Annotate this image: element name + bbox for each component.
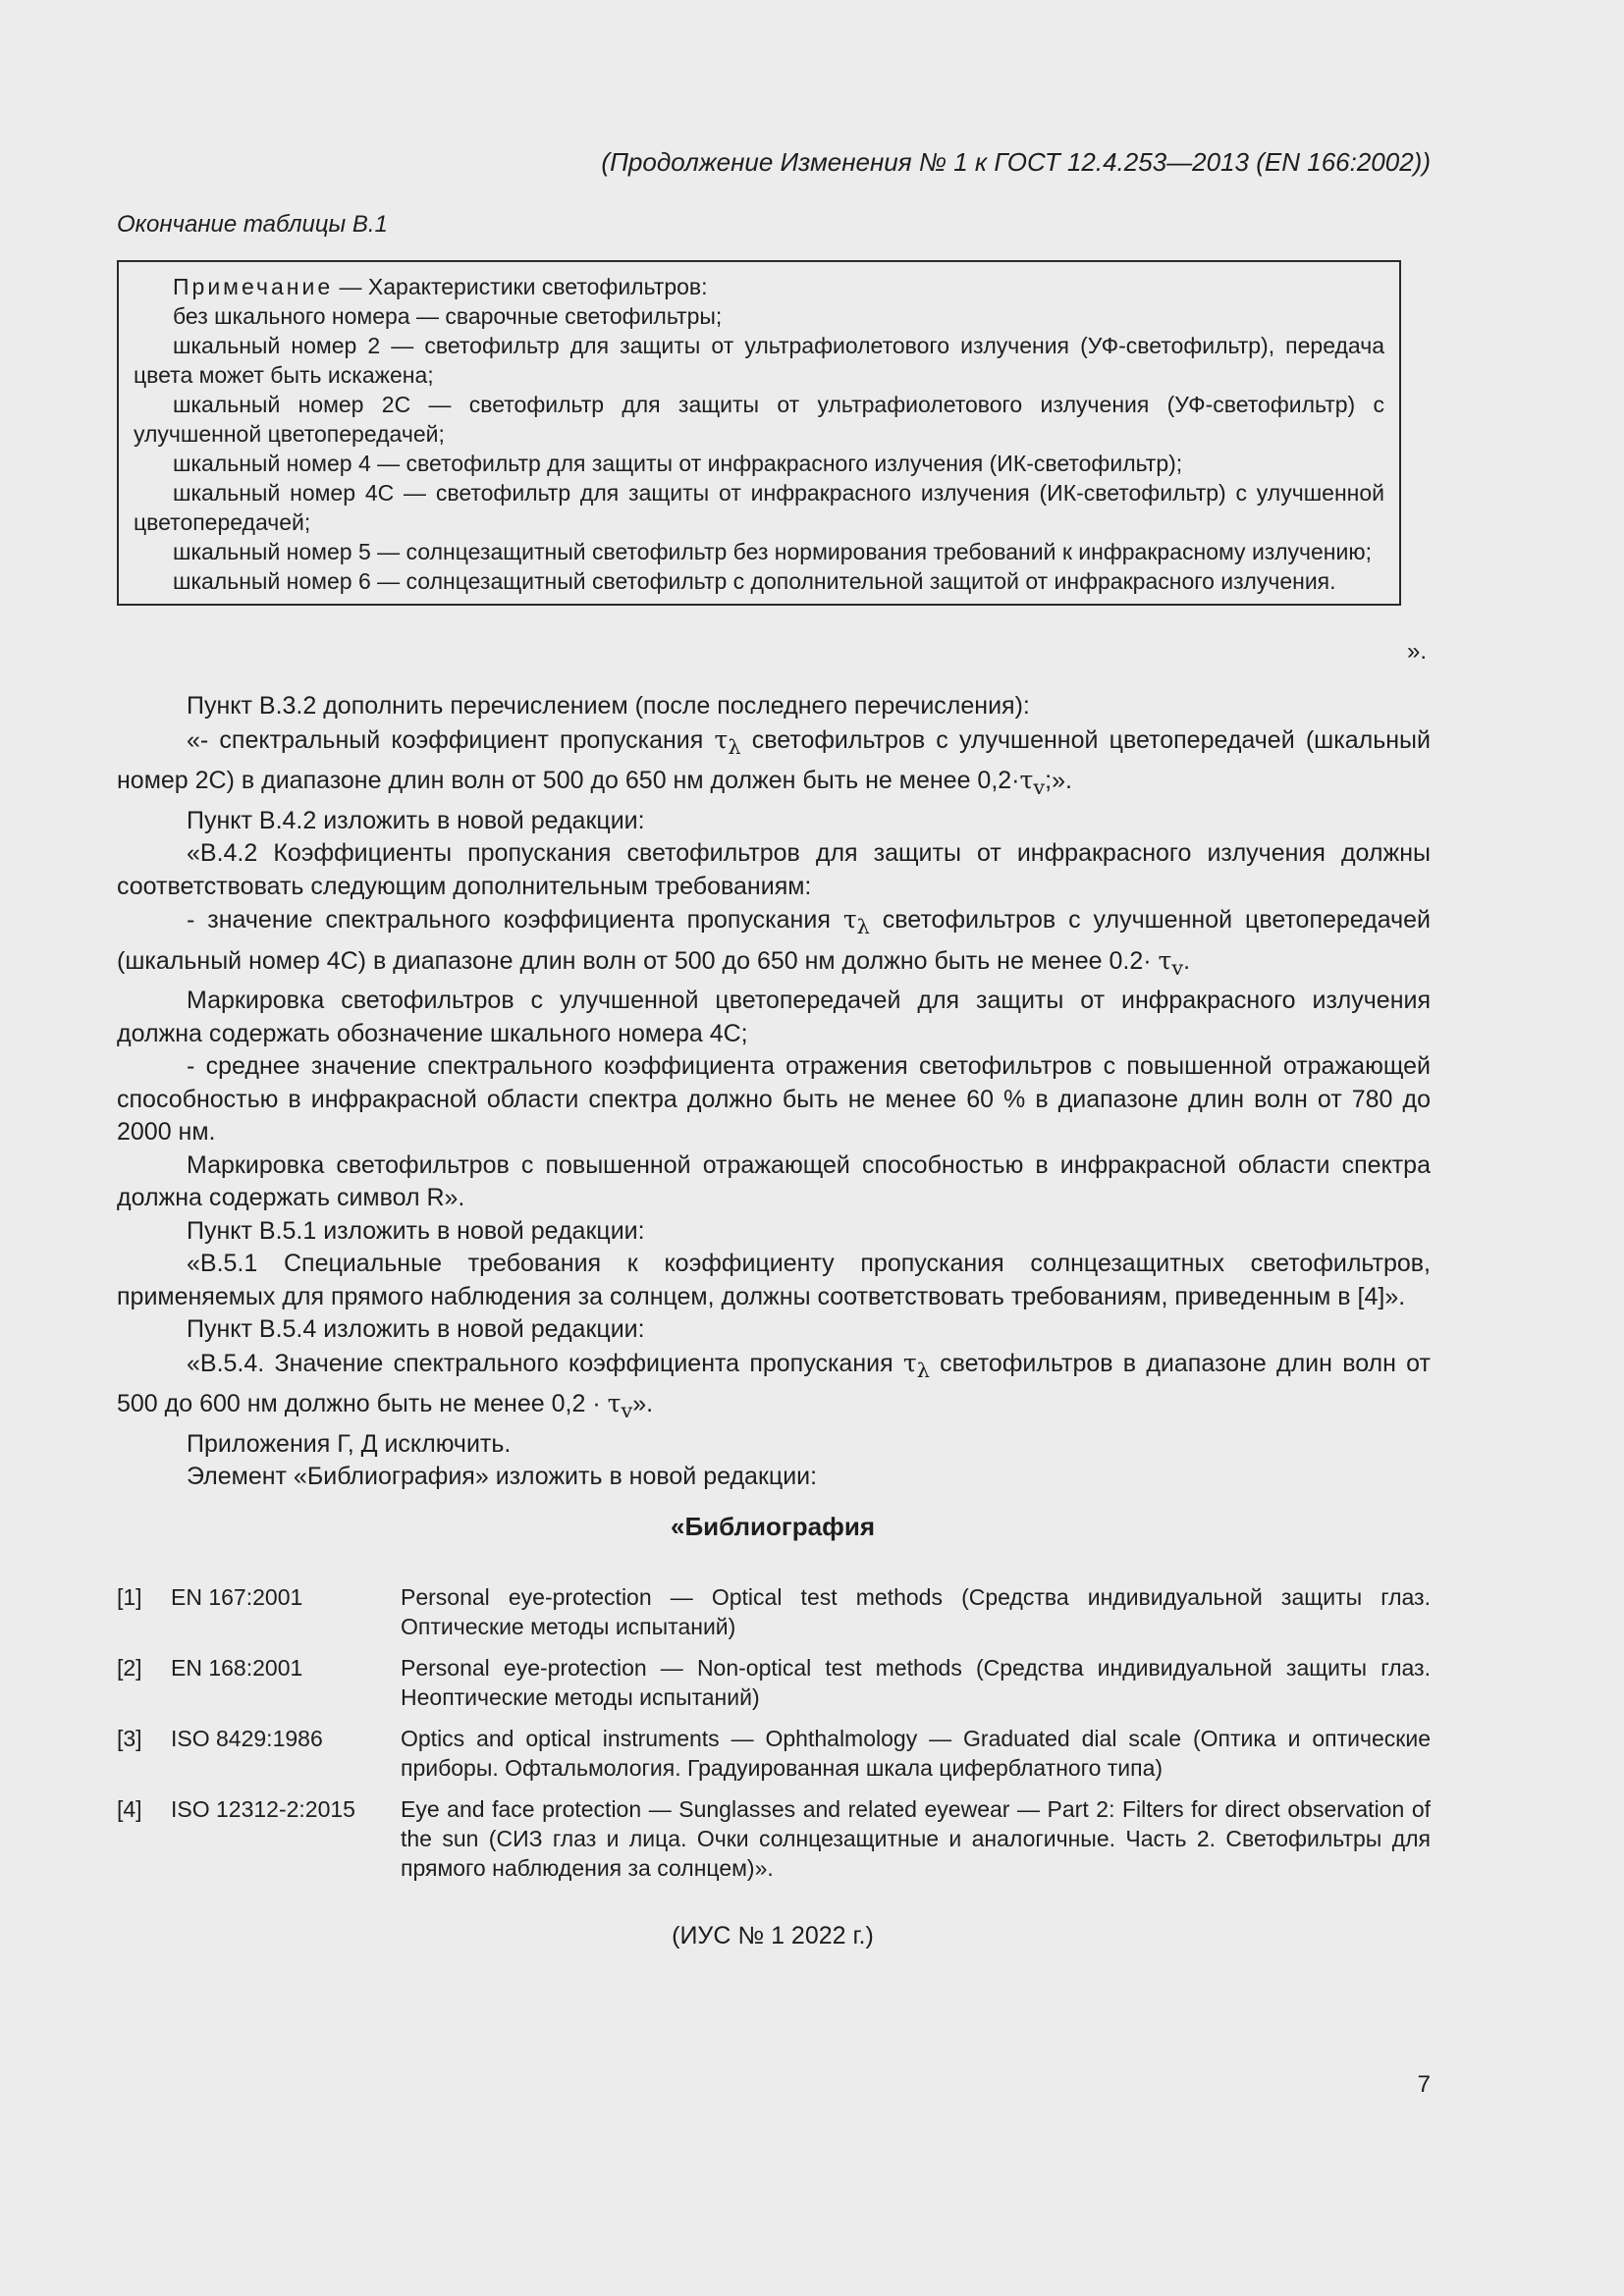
paragraph: Пункт В.5.4 изложить в новой редакции: [187,1315,645,1343]
paragraph: Маркировка светофильтров с повышенной отражающей способностью в инфракрасной области спектра должна содержать символ R». [117,1150,1431,1211]
bib-description: Optics and optical instruments — Ophthalmology — Graduated dial scale (Оптика и оптические приборы. Офтальмология. Градуированная шкала циферблатного типа) [401,1726,1431,1781]
note-first-line: — Характеристики светофильтров: [333,274,708,299]
paragraph: Приложения Г, Д исключить. [187,1429,512,1458]
amendment-body [117,690,1431,1494]
paragraph: «В.5.1 Специальные требования к коэффициенту пропускания солнцезащитных светофильтров, применяемых для прямого наблюдения за солнцем, должны соответствовать требованиям, приведенным в [4]». [117,1250,1431,1310]
paragraph: Пункт В.4.2 изложить в новой редакции: [187,806,645,834]
bib-number: [2] [117,1655,142,1681]
paragraph: - среднее значение спектрального коэффициента отражения светофильтров с повышенной отражающей способностью в инфракрасной области спектра должно быть не менее 60 % в диапазоне длин волн от 780 до 2000 нм. [117,1052,1431,1146]
bib-code: EN 168:2001 [171,1655,303,1681]
bibliography-entry [117,1653,1431,1712]
bibliography-title: «Библиография [671,1512,875,1541]
bib-number: [4] [117,1796,142,1822]
tau-symbol: $\tau_\lambda$ [902,1348,930,1382]
paragraph: Пункт В.3.2 дополнить перечислением (после последнего перечисления): [187,692,1030,720]
bib-code: EN 167:2001 [171,1584,303,1610]
note-item: шкальный номер 4С — светофильтр для защиты от инфракрасного излучения (ИК-светофильтр) с улучшенной цветопередачей; [134,480,1384,535]
page-number: 7 [1417,2071,1431,2098]
paragraph: Маркировка светофильтров с улучшенной цветопередачей для защиты от инфракрасного излучения должна содержать обозначение шкального номера 4С; [117,987,1431,1047]
bib-number: [1] [117,1584,142,1610]
note-heading [134,272,1384,301]
note-item: шкальный номер 6 — солнцезащитный светофильтр с дополнительной защитой от инфракрасного излучения. [173,568,1336,594]
note-prefix: Примечание [173,274,334,299]
ius-reference: (ИУС № 1 2022 г.) [672,1922,874,1949]
note-item: без шкального номера — сварочные светофильтры; [173,303,723,329]
paragraph: «- спектральный коэффициент пропускания $\tau_\lambda$ светофильтров с улучшенной цветопередачей (шкальный номер 2С) в диапазоне длин волн от 500 до 650 нм должен быть не менее $0,2\cdot\tau_v$;». [117,724,1431,799]
paragraph: «В.4.2 Коэффициенты пропускания светофильтров для защиты от инфракрасного излучения должны соответствовать следующим дополнительным требованиям: [117,839,1431,900]
bib-code: ISO 12312-2:2015 [171,1796,355,1822]
bibliography-entry [117,1724,1431,1783]
note-box [117,260,1401,606]
note-item: шкальный номер 4 — светофильтр для защиты от инфракрасного излучения (ИК-светофильтр); [173,451,1183,476]
tau-symbol: $\tau_v$ [1019,766,1046,799]
paragraph: «В.5.4. Значение спектрального коэффициента пропускания $\tau_\lambda$ светофильтров в диапазоне длин волн от 500 до 600 нм должно быть не менее $0,2 \cdot \tau_v$». [117,1348,1431,1422]
bib-number: [3] [117,1726,142,1751]
note-closing-mark: ». [1407,638,1428,665]
bib-description: Personal eye-protection — Non-optical test methods (Средства индивидуальной защиты глаз. Неоптические методы испытаний) [401,1655,1431,1710]
bibliography-entry [117,1794,1431,1883]
tau-symbol: $\tau_\lambda$ [714,724,741,759]
paragraph: - значение спектрального коэффициента пропускания $\tau_\lambda$ светофильтров с улучшенной цветопередачей (шкальный номер 4С) в диапазоне длин волн от 500 до 650 нм должно быть не менее $0.2\cdot \tau_v$. [117,905,1431,980]
bibliography-entry [117,1582,1431,1641]
note-item: шкальный номер 2С — светофильтр для защиты от ультрафиолетового излучения (УФ-светофильтр) с улучшенной цветопередачей; [134,392,1384,447]
bib-description: Personal eye-protection — Optical test methods (Средства индивидуальной защиты глаз. Оптические методы испытаний) [401,1584,1431,1639]
table-caption: Окончание таблицы В.1 [117,211,388,238]
note-item: шкальный номер 2 — светофильтр для защиты от ультрафиолетового излучения (УФ-светофильтр), передача цвета может быть искажена; [134,333,1384,388]
bib-code: ISO 8429:1986 [171,1726,323,1751]
paragraph: Элемент «Библиография» изложить в новой редакции: [187,1463,818,1490]
bib-description: Eye and face protection — Sunglasses and related eyewear — Part 2: Filters for direct observation of the sun (СИЗ глаз и лица. Очки солнцезащитные и аналогичные. Часть 2. Светофильтры для прямого наблюдения за солнцем)». [401,1796,1431,1881]
tau-symbol: $\tau_\lambda$ [842,905,870,938]
bibliography-list [117,1582,1431,1895]
note-item: шкальный номер 5 — солнцезащитный светофильтр без нормирования требований к инфракрасному излучению; [173,539,1372,564]
continuation-header: (Продолжение Изменения № 1 к ГОСТ 12.4.253—2013 (EN 166:2002)) [601,147,1431,177]
paragraph: Пункт В.5.1 изложить в новой редакции: [187,1216,645,1245]
tau-symbol: $\tau_v$ [607,1389,633,1422]
tau-symbol: $\tau_v$ [1158,945,1184,980]
